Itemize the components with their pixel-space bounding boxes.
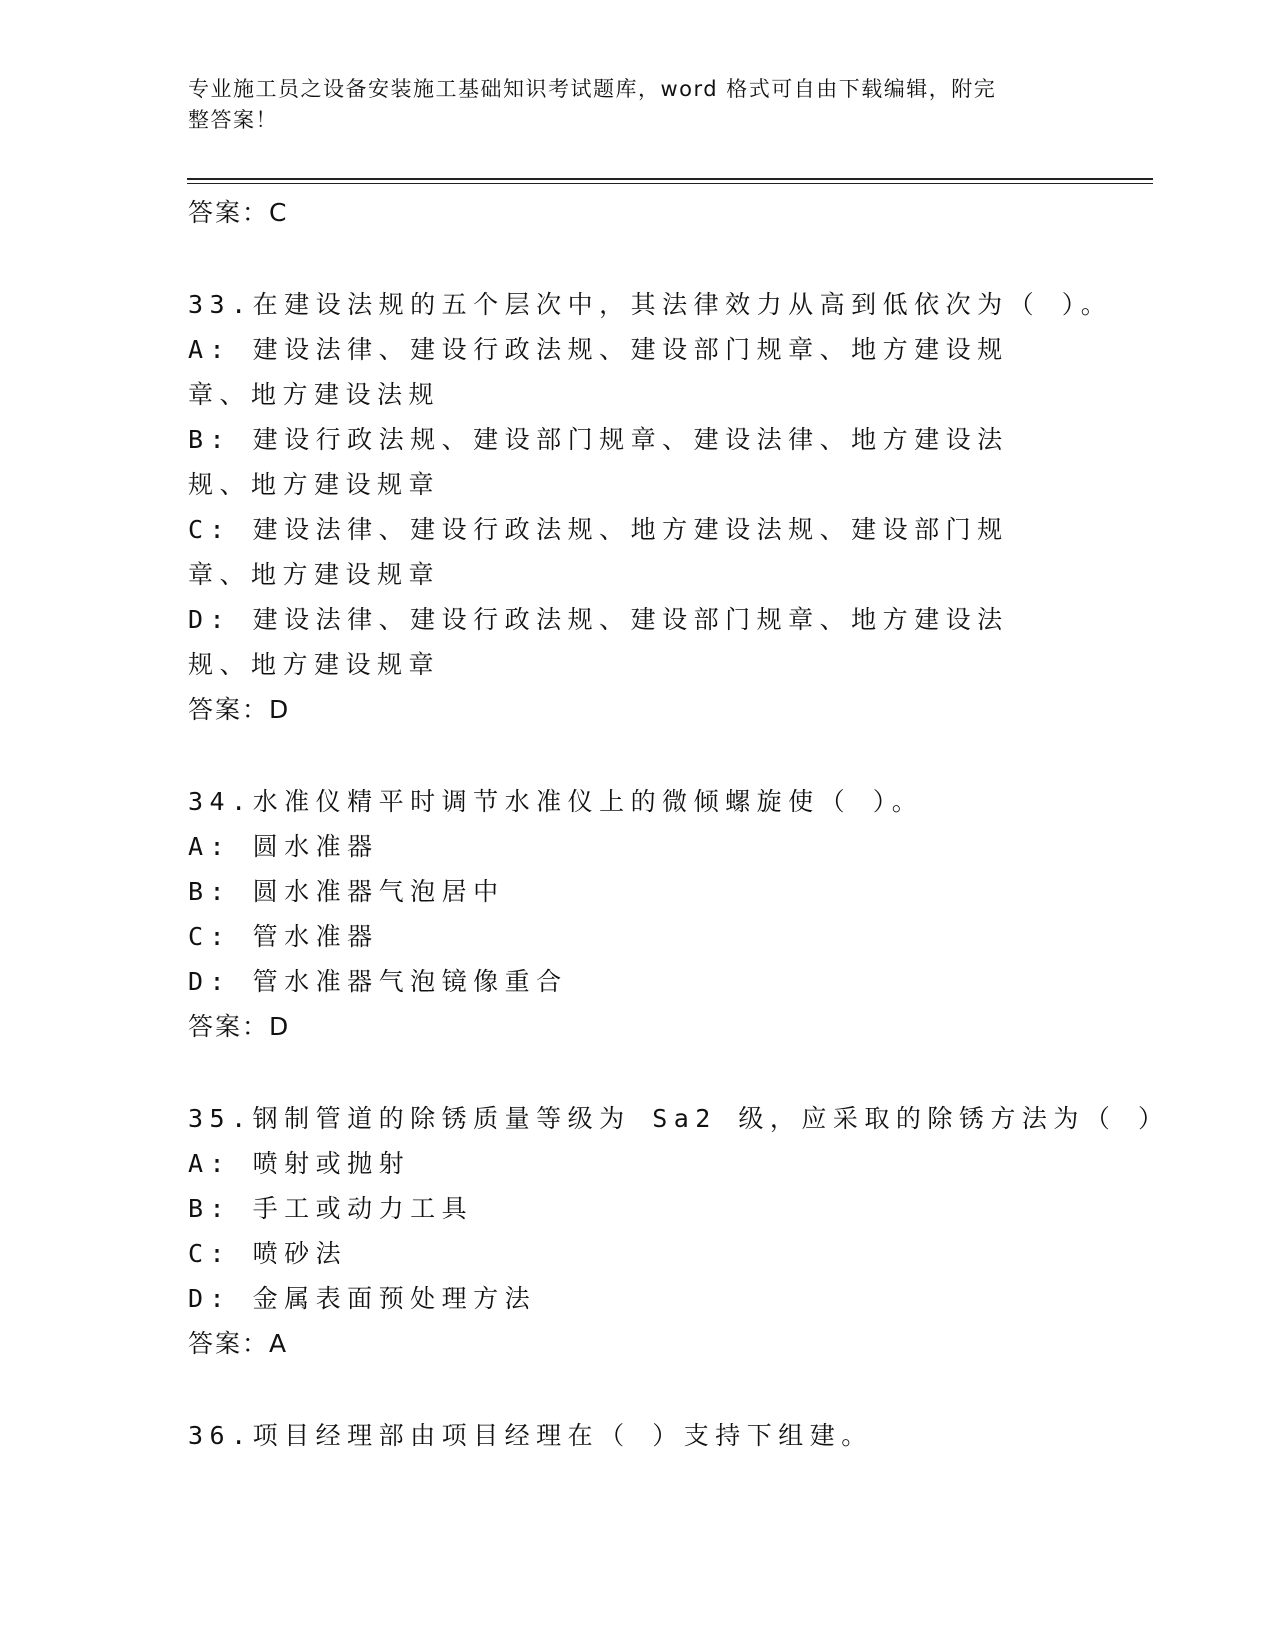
option-c: C: 喷砂法 — [188, 1239, 348, 1268]
answer-line: 答案：D — [188, 695, 291, 724]
answer-line: 答案：A — [188, 1329, 289, 1358]
option-d: D: 金属表面预处理方法 — [188, 1284, 537, 1313]
header-line-2: 整答案！ — [188, 108, 278, 132]
answer-line: 答案：D — [188, 1012, 291, 1041]
header-line-1: 专业施工员之设备安装施工基础知识考试题库，word 格式可自由下载编辑，附完 — [188, 77, 997, 101]
question-stem: 33.在建设法规的五个层次中，其法律效力从高到低依次为（ ）。 — [188, 290, 1113, 319]
question-list — [188, 190, 1170, 1458]
header-divider-thick — [187, 178, 1153, 180]
option-c: C: 管水准器 — [188, 922, 379, 951]
question-stem: 36.项目经理部由项目经理在（ ）支持下组建。 — [188, 1421, 873, 1450]
question-34 — [188, 779, 1088, 1049]
header-divider-thin — [187, 183, 1153, 184]
option-b: B: 圆水准器气泡居中 — [188, 877, 505, 906]
question-35 — [188, 1096, 1170, 1366]
document-header — [188, 74, 1068, 136]
option-d: D: 建设法律、建设行政法规、建设部门规章、地方建设法规、地方建设规章 — [188, 605, 1009, 679]
question-33 — [188, 282, 1113, 732]
option-c: C: 建设法律、建设行政法规、地方建设法规、建设部门规章、地方建设规章 — [188, 515, 1009, 589]
option-b: B: 手工或动力工具 — [188, 1194, 474, 1223]
option-a: A: 圆水准器 — [188, 832, 379, 861]
question-stem: 35.钢制管道的除锈质量等级为 Sa2 级，应采取的除锈方法为（ ） — [188, 1104, 1170, 1133]
spacer — [188, 235, 1088, 282]
question-36 — [188, 1413, 1088, 1458]
question-stem: 34.水准仪精平时调节水准仪上的微倾螺旋使（ ）。 — [188, 787, 924, 816]
spacer — [188, 732, 1088, 779]
option-a: A: 建设法律、建设行政法规、建设部门规章、地方建设规章、地方建设法规 — [188, 335, 1009, 409]
previous-answer: 答案：C — [188, 198, 289, 227]
spacer — [188, 1049, 1088, 1096]
option-d: D: 管水准器气泡镜像重合 — [188, 967, 568, 996]
option-a: A: 喷射或抛射 — [188, 1149, 411, 1178]
option-b: B: 建设行政法规、建设部门规章、建设法律、地方建设法规、地方建设规章 — [188, 425, 1009, 499]
spacer — [188, 1366, 1088, 1413]
